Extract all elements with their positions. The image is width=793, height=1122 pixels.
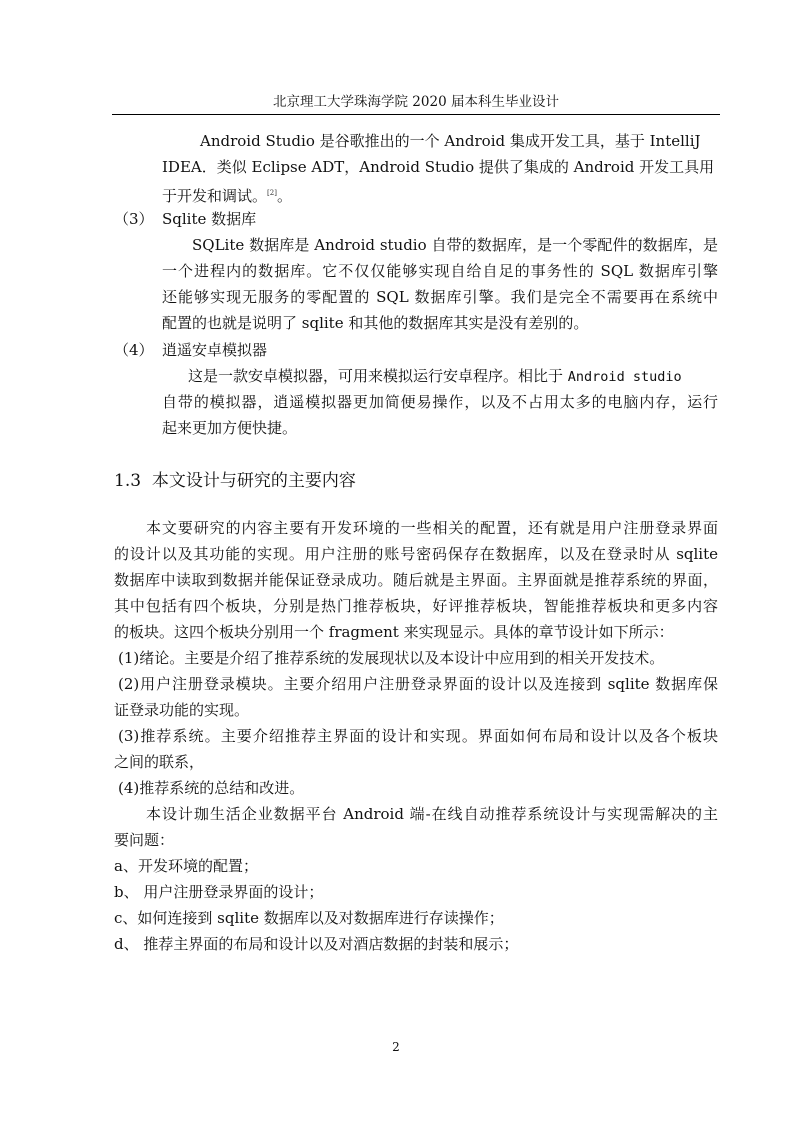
- item3-line-2: 一个进程内的数据库。它不仅仅能够实现自给自足的事务性的 SQL 数据库引擎: [162, 262, 718, 280]
- page-number: 2: [392, 1040, 400, 1054]
- body-line-1: 本文要研究的内容主要有开发环境的一些相关的配置，还有就是用户注册登录界面: [146, 519, 718, 537]
- body-line-8: 证登录功能的实现。: [114, 701, 250, 719]
- intro-line-3: 于开发和调试。[2]。: [162, 187, 292, 205]
- body-line-9: (3)推荐系统。主要介绍推荐主界面的设计和实现。界面如何布局和设计以及各个板块: [118, 727, 718, 745]
- body-line-12: 本设计珈生活企业数据平台 Android 端-在线自动推荐系统设计与实现需解决的主: [146, 805, 718, 823]
- item4-line-1: 这是一款安卓模拟器，可用来模拟运行安卓程序。相比于 Android studio: [188, 367, 682, 385]
- android-studio-mono: Android studio: [567, 369, 682, 385]
- body-line-4: 其中包括有四个板块，分别是热门推荐板块，好评推荐板块，智能推荐板块和更多内容: [114, 597, 718, 615]
- body-line-13: 要问题：: [114, 831, 175, 849]
- body-line-11: (4)推荐系统的总结和改进。: [118, 779, 305, 797]
- item4-line-3: 起来更加方便快捷。: [162, 419, 298, 437]
- section-heading: 1.3 本文设计与研究的主要内容: [114, 471, 356, 491]
- body-line-5: 的板块。这四个板块分别用一个 fragment 来实现显示。具体的章节设计如下所示：: [114, 623, 674, 641]
- item4-title: 逍遥安卓模拟器: [162, 341, 268, 359]
- header-rule: [112, 114, 720, 115]
- intro-line-1: Android Studio 是谷歌推出的一个 Android 集成开发工具，基于 IntelliJ: [200, 132, 701, 150]
- list-item-b: b、 用户注册登录界面的设计；: [114, 883, 324, 901]
- item3-number: （3）: [114, 210, 154, 228]
- body-line-2: 的设计以及其功能的实现。用户注册的账号密码保存在数据库，以及在登录时从 sqlite: [114, 545, 718, 563]
- body-line-6: (1)绪论。主要是介绍了推荐系统的发展现状以及本设计中应用到的相关开发技术。: [118, 649, 665, 667]
- list-item-c: c、如何连接到 sqlite 数据库以及对数据库进行存读操作；: [114, 909, 504, 927]
- item4-line-2: 自带的模拟器，逍遥模拟器更加简便易操作，以及不占用太多的电脑内存，运行: [162, 393, 718, 411]
- list-item-d: d、 推荐主界面的布局和设计以及对酒店数据的封装和展示；: [114, 935, 519, 953]
- citation-ref: [2]: [267, 189, 277, 197]
- page-header: 北京理工大学珠海学院 2020 届本科生毕业设计: [273, 94, 559, 110]
- body-line-3: 数据库中读取到数据并能保证登录成功。随后就是主界面。主界面就是推荐系统的界面，: [114, 571, 718, 589]
- item3-line-1: SQLite 数据库是 Android studio 自带的数据库，是一个零配件的数据库，是: [192, 236, 718, 254]
- body-line-7: (2)用户注册登录模块。主要介绍用户注册登录界面的设计以及连接到 sqlite 数据库保: [118, 675, 718, 693]
- item3-line-3: 还能够实现无服务的零配置的 SQL 数据库引擎。我们是完全不需要再在系统中: [162, 288, 718, 306]
- list-item-a: a、开发环境的配置；: [114, 857, 258, 875]
- item4-number: （4）: [114, 341, 154, 359]
- body-line-10: 之间的联系，: [114, 753, 205, 771]
- item3-line-4: 配置的也就是说明了 sqlite 和其他的数据库其实是没有差别的。: [162, 314, 589, 332]
- intro-line-2: IDEA．类似 Eclipse ADT，Android Studio 提供了集成的 Android 开发工具用: [162, 158, 715, 176]
- item3-title: Sqlite 数据库: [162, 210, 257, 228]
